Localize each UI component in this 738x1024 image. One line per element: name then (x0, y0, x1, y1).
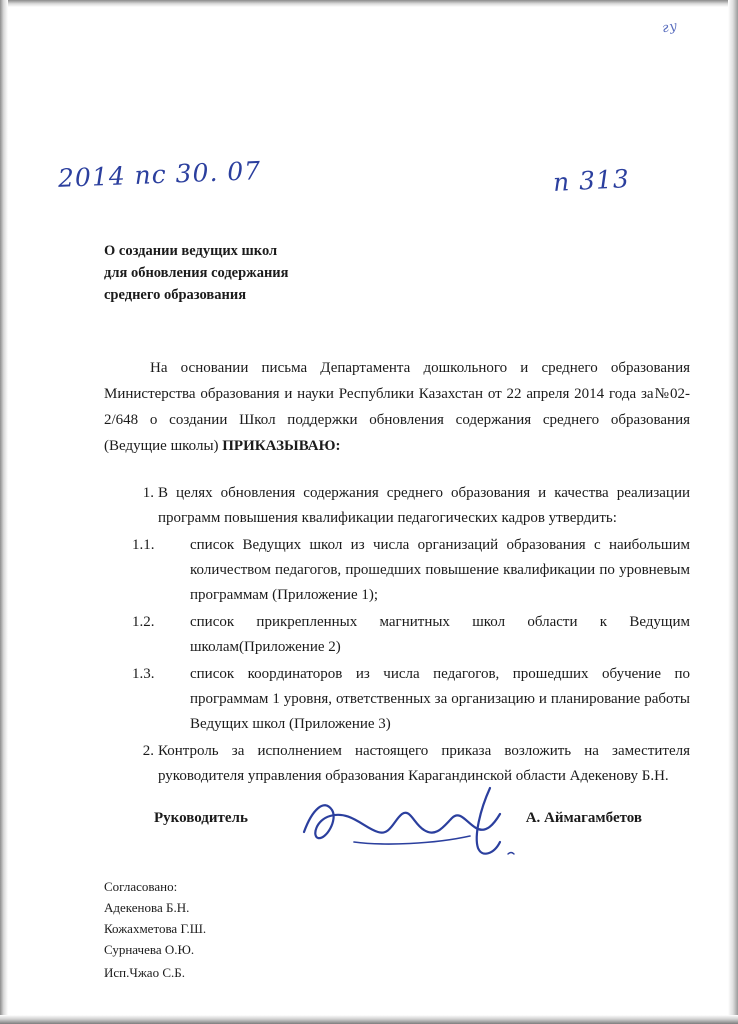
intro-directive: ПРИКАЗЫВАЮ: (222, 438, 341, 454)
list-item-text: список Ведущих школ из числа организаций образования с наибольшим количеством педагогов, прошедших повышение квалификации по уровневым программам (Приложение 1); (190, 537, 690, 603)
intro-paragraph (104, 355, 690, 459)
approvals-label: Согласовано: (104, 879, 178, 894)
subject-line-3: среднего образования (104, 287, 247, 303)
list-item (132, 662, 690, 737)
scan-edge-right (728, 0, 738, 1024)
subject-line-1: О создании ведущих школ (104, 243, 278, 259)
ordered-list-level2 (132, 533, 690, 737)
scan-edge-bottom (0, 1015, 738, 1024)
subject-line-2: для обновления содержания (104, 265, 289, 281)
signature-name: А. Аймагамбетов (525, 810, 642, 826)
executor-line: Исп.Чжао С.Б. (104, 965, 185, 980)
approver-name: Сурначева О.Ю. (104, 942, 195, 957)
list-marker: 1. (142, 485, 154, 501)
list-marker: 1.1. (132, 537, 155, 553)
scan-edge-top (0, 0, 738, 7)
list-marker: 1.3. (132, 666, 155, 682)
approvals-block (104, 876, 206, 960)
list-item-text: список прикрепленных магнитных школ области к Ведущим школам(Приложение 2) (190, 614, 690, 655)
list-marker: 2. (142, 743, 154, 759)
ordered-list-level1 (104, 481, 690, 789)
handwritten-top-mark: гу (660, 18, 680, 37)
handwritten-number: n 313 (552, 164, 631, 197)
approver-name: Адекенова Б.Н. (104, 900, 190, 915)
document-body (104, 355, 690, 791)
approver-name: Кожахметова Г.Ш. (104, 921, 207, 936)
list-item (132, 481, 690, 737)
list-item-text: список координаторов из числа педагогов, прошедших обучение по программам 1 уровня, ответственных за организацию и планирование работы Ведущих школ (Приложение 3) (190, 666, 690, 732)
signature-title: Руководитель (154, 810, 248, 826)
sublist-wrapper (132, 533, 690, 737)
list-item (132, 533, 690, 608)
scan-edge-left (0, 0, 8, 1024)
handwritten-date: 2014 пс 30. 07 (57, 156, 262, 193)
intro-text: На основании письма Департамента дошкольного и среднего образования Министерства образования и науки Республики Казахстан от 22 апреля 2014 года за№02-2/648 о создании Школ поддержки обновления содержания среднего образования (Ведущие школы) (104, 360, 690, 454)
list-item-text: Контроль за исполнением настоящего приказа возложить на заместителя руководителя управления образования Карагандинской области Адекенову Б.Н. (158, 743, 690, 784)
document-subject (104, 240, 504, 306)
list-item-text: В целях обновления содержания среднего образования и качества реализации программ повышения квалификации педагогических кадров утвердить: (158, 485, 690, 526)
list-item (132, 610, 690, 660)
list-marker: 1.2. (132, 614, 155, 630)
signature-row (104, 806, 690, 840)
